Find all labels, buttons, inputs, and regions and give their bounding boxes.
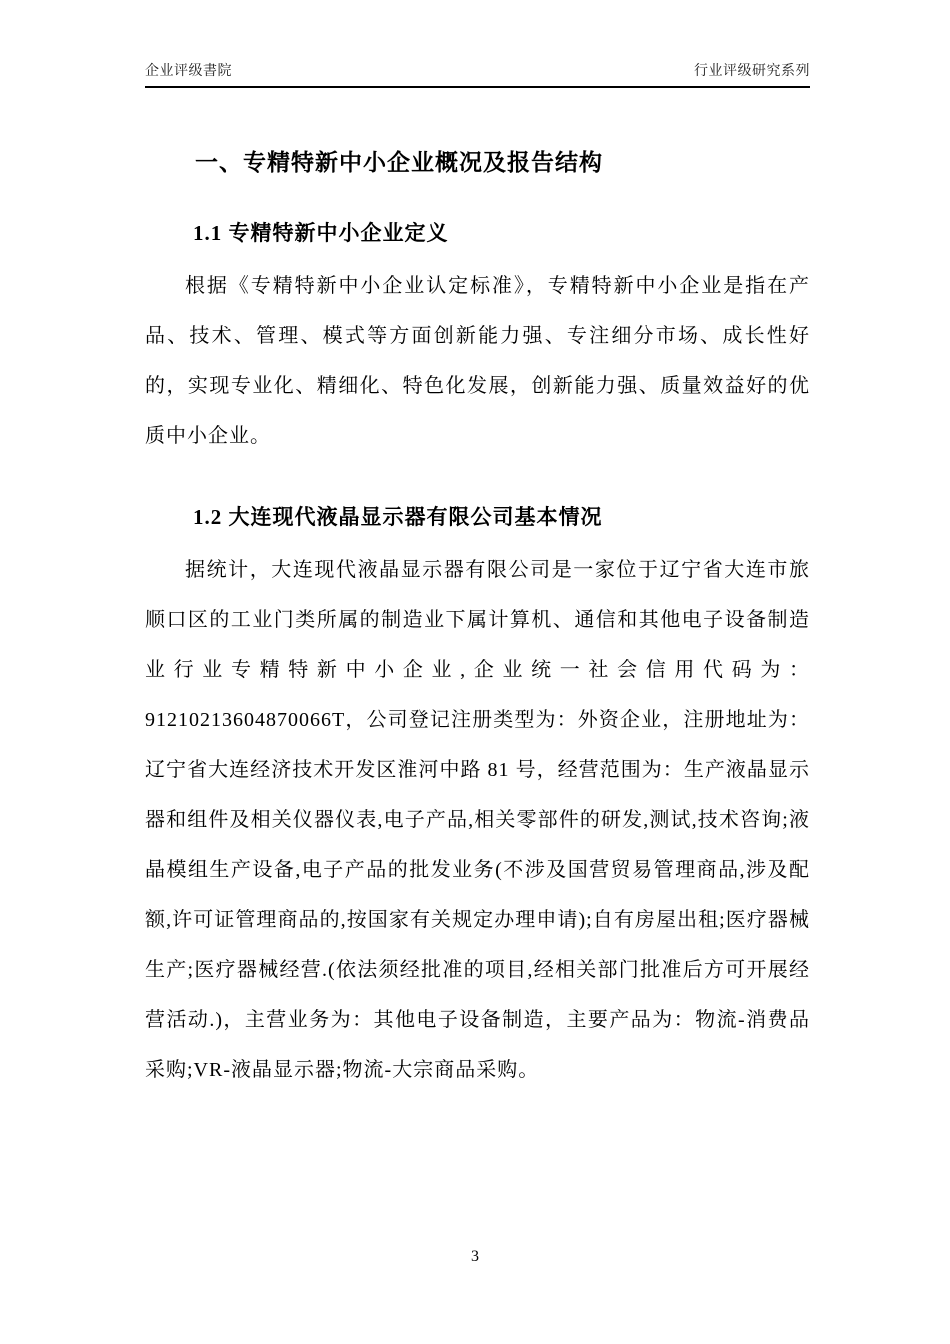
document-content [145,138,810,1095]
header-left-text: 企业评级書院 [145,64,232,79]
section-heading: 一、专精特新中小企业概况及报告结构 [195,150,603,175]
subsection-1-1-paragraph: 根据《专精特新中小企业认定标准》，专精特新中小企业是指在产品、技术、管理、模式等方面创新能力强、专注细分市场、成长性好的，实现专业化、精细化、特色化发展，创新能力强、质量效益好的优质中小企业。 [145,275,810,447]
page-number: 3 [471,1248,479,1265]
header-divider [145,86,810,88]
subsection-1-2-paragraph: 据统计，大连现代液晶显示器有限公司是一家位于辽宁省大连市旅顺口区的工业门类所属的制造业下属计算机、通信和其他电子设备制造业行业专精特新中小企业,企业统一社会信用代码为：91210213604870066T，公司登记注册类型为：外资企业，注册地址为：辽宁省大连经济技术开发区淮河中路 81 号，经营范围为：生产液晶显示器和组件及相关仪器仪表,电子产品,相关零部件的研发,测试,技术咨询;液晶模组生产设备,电子产品的批发业务(不涉及国营贸易管理商品,涉及配额,许可证管理商品的,按国家有关规定办理申请);自有房屋出租;医疗器械生产;医疗器械经营.(依法须经批准的项目,经相关部门批准后方可开展经营活动.)，主营业务为：其他电子设备制造，主要产品为：物流-消费品采购;VR-液晶显示器;物流-大宗商品采购。 [145,559,810,1081]
page-header [145,60,810,80]
subsection-1-1-heading: 1.1 专精特新中小企业定义 [193,221,449,245]
header-right-text: 行业评级研究系列 [694,64,810,79]
subsection-1-2-heading: 1.2 大连现代液晶显示器有限公司基本情况 [193,505,603,529]
